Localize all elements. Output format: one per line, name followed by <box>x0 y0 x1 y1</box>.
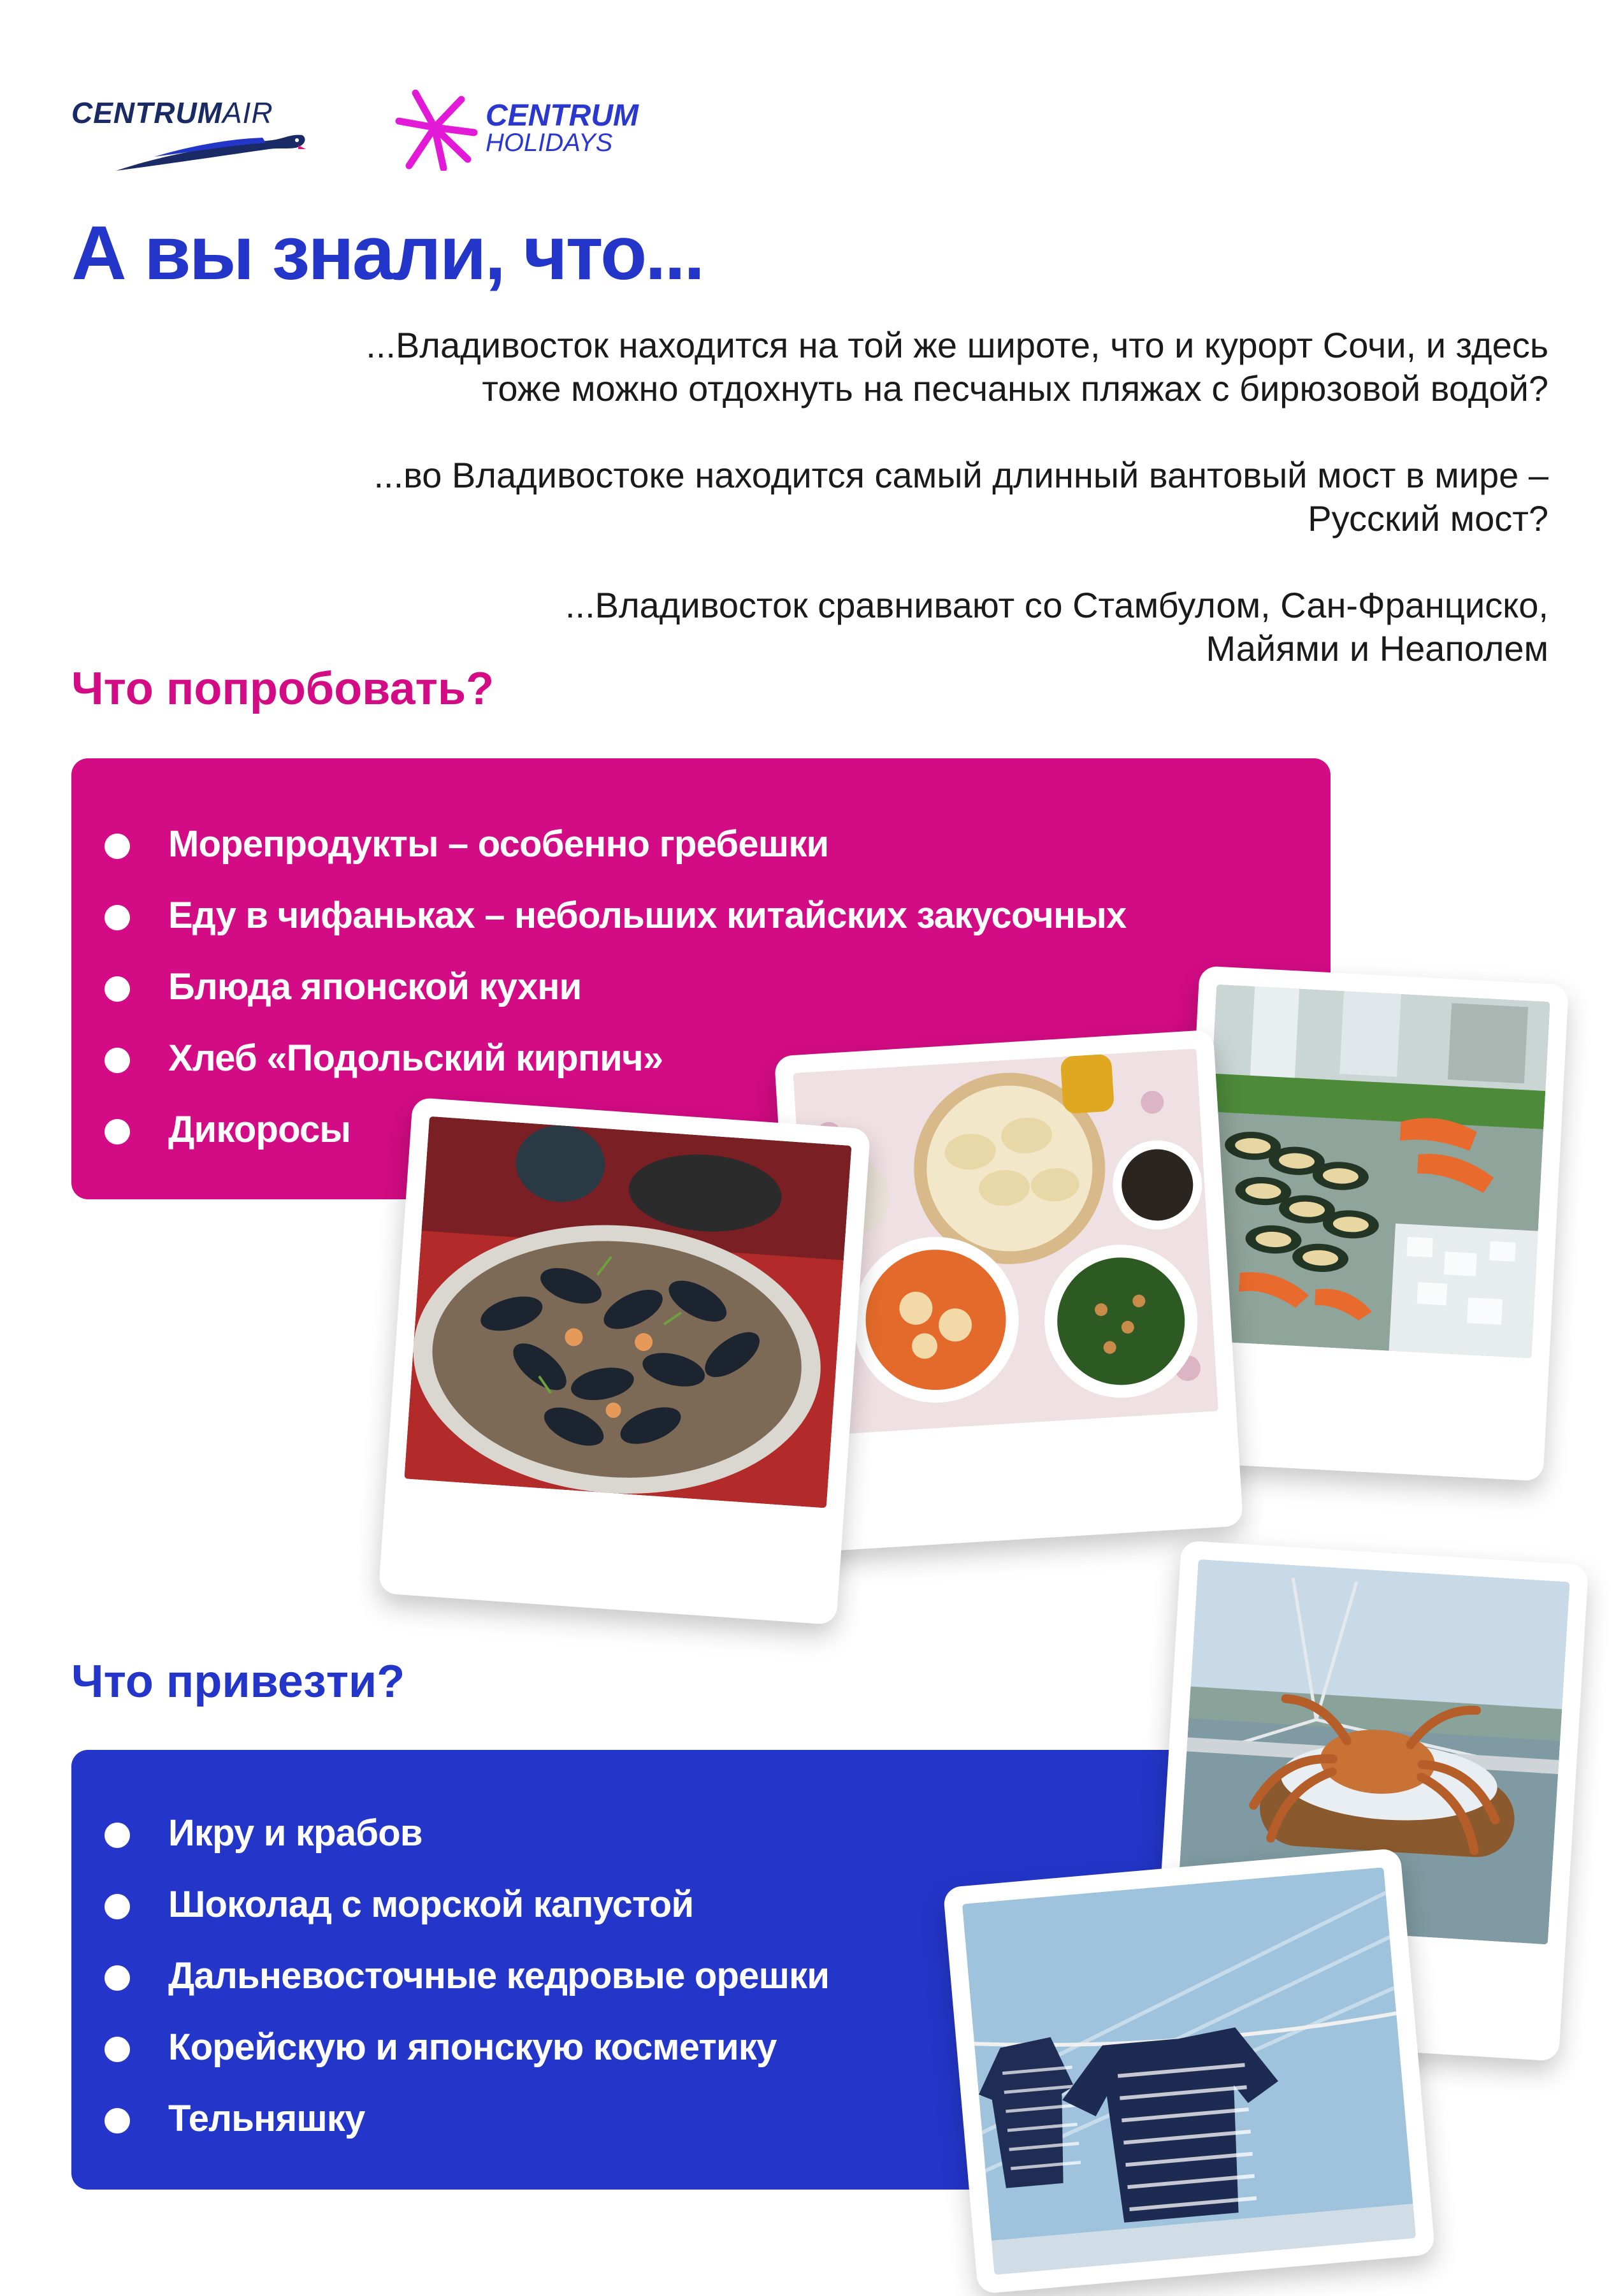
mussels-photo <box>404 1116 851 1508</box>
bullet-dot-icon <box>105 1048 130 1073</box>
centrum-air-logo <box>71 88 307 177</box>
list-item: Хлеб «Подольский кирпич» <box>103 1036 1126 1108</box>
photo-card-mussels <box>379 1097 871 1625</box>
list-item: Шоколад с морской капустой <box>103 1882 829 1954</box>
facts-block <box>159 324 1548 714</box>
bullet-dot-icon <box>105 2037 130 2062</box>
page-title: А вы знали, что... <box>71 210 703 296</box>
bring-list <box>103 1811 829 2168</box>
centrum-air-swallow-icon <box>116 126 307 177</box>
bullet-dot-icon <box>105 1823 130 1848</box>
telnyashka-photo <box>962 1867 1416 2275</box>
bullet-dot-icon <box>105 2108 130 2134</box>
list-item: Дикоросы <box>103 1108 1126 1179</box>
seafood-platter-photo <box>1198 985 1550 1359</box>
bullet-dot-icon <box>105 1965 130 1991</box>
holidays-name-line2: HOLIDAYS <box>486 129 613 157</box>
centrum-holidays-logo <box>390 88 683 171</box>
list-item: Еду в чифаньках – небольших китайских закусочных <box>103 893 1126 965</box>
list-item: Блюда японской кухни <box>103 965 1126 1036</box>
bullet-dot-icon <box>105 976 130 1002</box>
bullet-dot-icon <box>105 1119 130 1144</box>
fact-item: ...Владивосток находится на той же широте, что и курорт Сочи, и здесь тоже можно отдохнуть на песчаных пляжах с бирюзовой водой? <box>366 325 1548 408</box>
centrum-holidays-star-icon <box>390 88 479 171</box>
bullet-dot-icon <box>105 1894 130 1919</box>
list-item: Икру и крабов <box>103 1811 829 1882</box>
fact-item: ...Владивосток сравнивают со Стамбулом, Сан-Франциско, Майями и Неаполем <box>565 585 1548 668</box>
list-item: Морепродукты – особенно гребешки <box>103 822 1126 893</box>
list-item: Тельняшку <box>103 2097 829 2168</box>
fact-item: ...во Владивостоке находится самый длинный вантовый мост в мире – Русский мост? <box>373 455 1548 538</box>
list-item: Корейскую и японскую косметику <box>103 2025 829 2097</box>
bullet-dot-icon <box>105 905 130 930</box>
bullet-dot-icon <box>105 834 130 859</box>
try-section-title: Что попробовать? <box>71 663 494 714</box>
photo-card-telnyashka <box>942 1848 1435 2294</box>
list-item: Дальневосточные кедровые орешки <box>103 1954 829 2025</box>
centrum-air-wordmark: CENTRUMAIR <box>71 96 273 129</box>
holidays-name-line1: CENTRUM <box>486 99 638 133</box>
bring-section-title: Что привезти? <box>71 1656 405 1707</box>
